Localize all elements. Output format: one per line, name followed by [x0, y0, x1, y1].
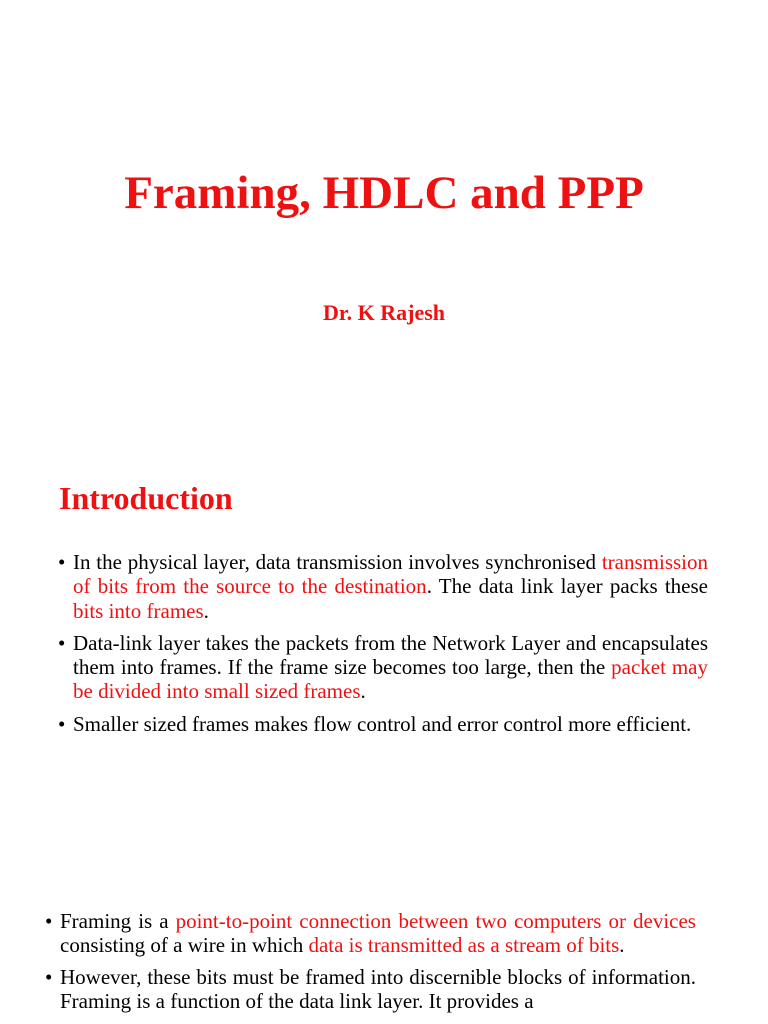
introduction-bullet-list: [73, 550, 708, 744]
bullet-item: [73, 712, 708, 736]
body-text: consisting of a wire in which: [60, 933, 309, 958]
body-text: However, these bits must be framed into discernible blocks of information. Framing is a function of the data link layer. It provides a: [60, 964, 696, 1013]
highlighted-text: packet may be divided into small sized frames: [73, 655, 709, 704]
highlighted-text: transmission of bits from the source to the destination: [73, 550, 708, 599]
body-text: Framing is a: [60, 909, 176, 933]
body-text: Data-link layer takes the packets from the Network Layer and encapsulates them into frames. If the frame size becomes too large, then the: [73, 630, 708, 680]
highlighted-text: data is transmitted as a stream of bits: [308, 933, 620, 958]
author-name: Dr. K Rajesh: [322, 300, 446, 325]
bullet-item: [73, 631, 708, 704]
body-text: . The data link layer packs these: [426, 574, 708, 599]
bullet-item: [60, 909, 696, 958]
highlighted-text: bits into frames: [73, 598, 204, 623]
body-text: Smaller sized frames makes flow control and error control more efficient.: [73, 711, 692, 736]
body-text: .: [360, 679, 366, 704]
body-text: .: [619, 933, 625, 958]
slide-title: Framing, HDLC and PPP: [124, 167, 644, 219]
body-text: In the physical layer, data transmission involves synchronised: [73, 550, 602, 574]
section-heading-introduction: Introduction: [59, 480, 233, 516]
bullet-item: [73, 550, 708, 623]
highlighted-text: point-to-point connection between two computers or devices: [175, 909, 696, 933]
bullet-item: [60, 965, 696, 1014]
body-text: .: [203, 598, 209, 623]
framing-bullet-list: [60, 909, 696, 1020]
